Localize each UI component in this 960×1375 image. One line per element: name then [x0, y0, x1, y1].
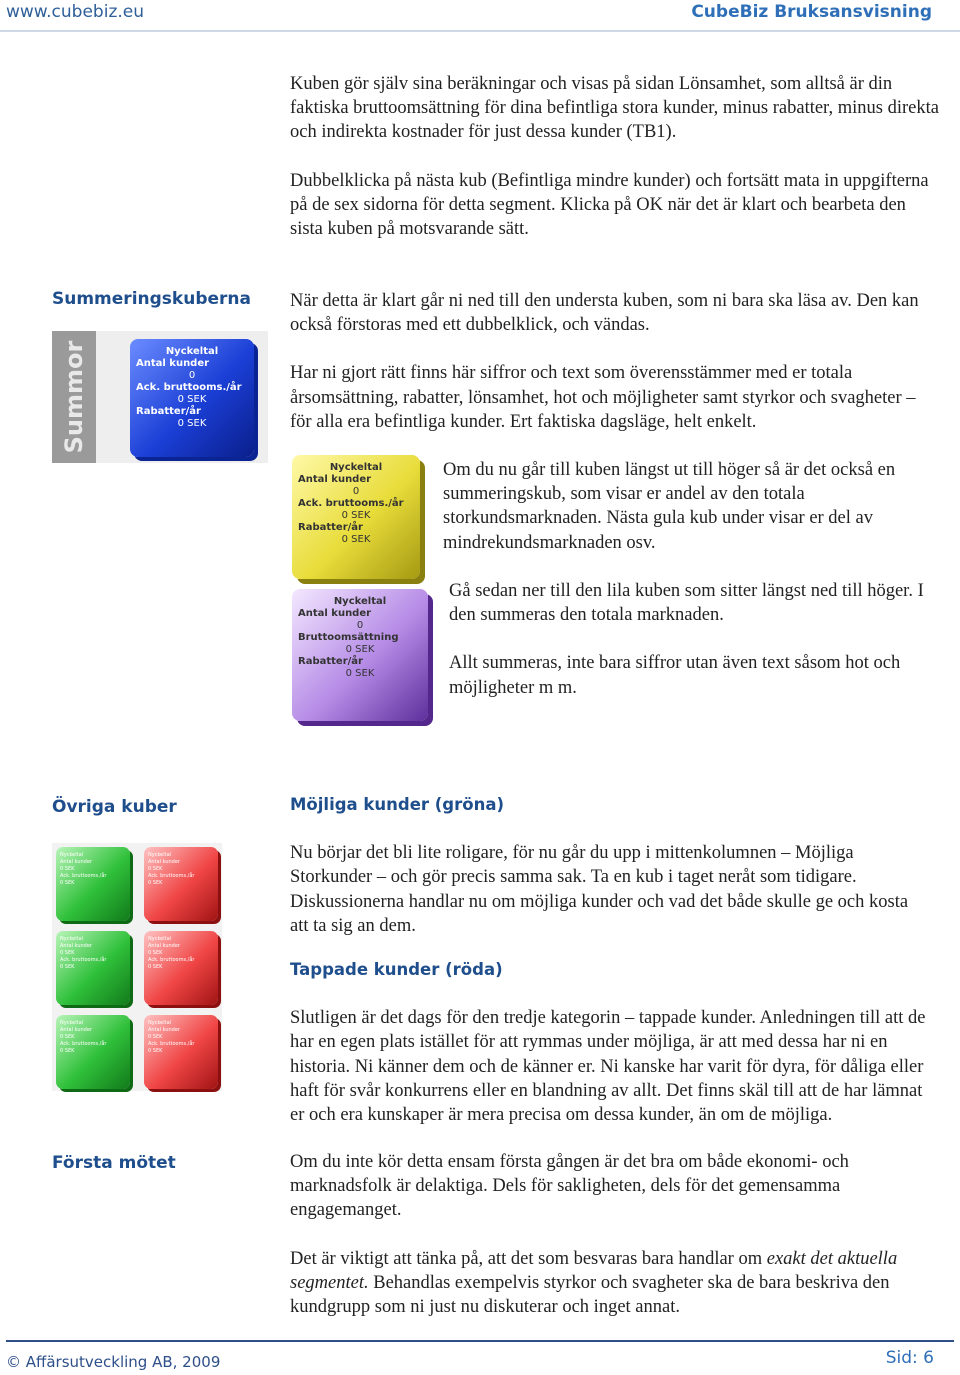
- green-cube: [56, 931, 130, 1005]
- mini-cube-label: Antal kunder: [60, 1027, 92, 1033]
- summering-text: [290, 289, 930, 434]
- purple-summary-cube: [292, 589, 428, 721]
- summor-side-label: [52, 331, 96, 463]
- summor-cube-image: [52, 331, 268, 463]
- mini-cube-label: Antal kunder: [148, 859, 180, 865]
- document-title: CubeBiz Bruksansvisning: [691, 2, 932, 22]
- mini-cube-label: Ack. bruttooms./år: [148, 873, 195, 879]
- summering-paragraph-4: Gå sedan ner till den lila kuben som sitter längst ned till höger. I den summeras den totala marknaden.: [449, 581, 924, 626]
- mini-cube-value: 0 SEK: [148, 950, 163, 956]
- mini-cube-label: Antal kunder: [60, 859, 92, 865]
- cube-label-turnover: Ack. bruttooms./år: [136, 382, 242, 393]
- intro-text: [290, 72, 940, 241]
- forsta-p2-start: Det är viktigt att tänka på, att det som besvaras bara handlar om: [290, 1248, 767, 1269]
- cube-label-discounts: Rabatter/år: [136, 406, 201, 417]
- cube-value-turnover: 0 SEK: [341, 510, 371, 521]
- forsta-p2-end: Behandlas exempelvis styrkor och svagheter ska de bara beskriva den kundgrupp som ni just nu diskuterar och inget annat.: [290, 1272, 890, 1318]
- cube-value-discounts: 0 SEK: [177, 418, 207, 429]
- mini-cube-value: 0 SEK: [60, 950, 75, 956]
- mini-cube-label: Antal kunder: [148, 1027, 180, 1033]
- footer-copyright: © Affärsutveckling AB, 2009: [6, 1353, 221, 1371]
- mini-cube-value: 0 SEK: [60, 880, 75, 886]
- yellow-summary-cube: [292, 455, 420, 579]
- cube-value-discounts: 0 SEK: [341, 534, 371, 545]
- intro-paragraph-2: Dubbelklicka på nästa kub (Befintliga mindre kunder) och fortsätt mata in uppgifterna på de sex sidorna för detta segment. Klicka på OK när det är klart och bearbeta den sista kuben på motsvarande sätt.: [290, 170, 929, 240]
- mojliga-paragraph: Nu börjar det bli lite roligare, för nu går du upp i mittenkolumnen – Möjliga Storkunder – och gör precis samma sak. Ta en kub i taget neråt som tidigare. Diskussionerna handlar nu om möjliga kunder och vad det både skulle ge och kosta att ta sig an dem.: [290, 843, 909, 936]
- summering-text-right: [443, 458, 923, 555]
- cube-label-turnover: Bruttoomsättning: [298, 632, 399, 643]
- red-cube: [144, 847, 218, 921]
- ovriga-text: [290, 793, 930, 1127]
- mini-cube-title: Nyckeltal: [148, 936, 172, 942]
- mini-cube-value: 0 SEK: [148, 1048, 163, 1054]
- intro-paragraph-1: Kuben gör själv sina beräkningar och visas på sidan Lönsamhet, som alltså är din faktiska bruttoomsättning för dina befintliga stora kunder, minus rabatter, minus direkta och indirekta kostnader för just dessa kunder (TB1).: [290, 74, 939, 143]
- mini-cube-label: Ack. bruttooms./år: [148, 1041, 195, 1047]
- section-heading-forsta: Första mötet: [52, 1153, 176, 1173]
- cube-title: Nyckeltal: [329, 462, 383, 473]
- cube-value-discounts: 0 SEK: [345, 668, 375, 679]
- mini-cube-title: Nyckeltal: [60, 936, 84, 942]
- tappade-paragraph: Slutligen är det dags för den tredje kategorin – tappade kunder. Anledningen till att de har en egen plats istället för att rymmas under möjliga, är att med dessa har ni en historia. Ni känner dem och de känner er. Ni kanske har varit för dyra, för dåliga eller haft för svår konkurrens eller en blandning av allt. Det finns skäl till att de har lämnat er och era kunskaper är mera precisa om dessa kunder, än om de möjliga.: [290, 1008, 926, 1126]
- mini-cube-value: 0 SEK: [148, 866, 163, 872]
- mini-cube-title: Nyckeltal: [60, 852, 84, 858]
- cube-label-turnover: Ack. bruttooms./år: [298, 498, 404, 509]
- mini-cube-value: 0 SEK: [60, 1048, 75, 1054]
- mini-cube-label: Ack. bruttooms./år: [60, 1041, 107, 1047]
- mini-cube-title: Nyckeltal: [148, 852, 172, 858]
- summor-label-text: Summor: [60, 340, 88, 454]
- site-url[interactable]: www.cubebiz.eu: [6, 2, 145, 22]
- cube-value-customers: 0: [356, 620, 364, 631]
- mini-cube-value: 0 SEK: [148, 880, 163, 886]
- mini-cube-value: 0 SEK: [148, 1034, 163, 1040]
- forsta-paragraph-1: Om du inte kör detta ensam första gången är det bra om både ekonomi- och marknadsfolk är delaktiga. Dels för sakligheten, dels för det gemensamma engagemanget.: [290, 1152, 849, 1221]
- footer-divider: [6, 1340, 954, 1342]
- section-heading-summering: Summeringskuberna: [52, 289, 251, 309]
- cube-value-turnover: 0 SEK: [345, 644, 375, 655]
- cube-value-customers: 0: [352, 486, 360, 497]
- forsta-p2-emphasis: exakt det aktuella segmentet.: [290, 1248, 898, 1293]
- cube-value-customers: 0: [188, 370, 196, 381]
- mini-cube-value: 0 SEK: [60, 964, 75, 970]
- summering-paragraph-5: Allt summeras, inte bara siffror utan även text såsom hot och möjligheter m m.: [449, 653, 901, 698]
- cube-label-discounts: Rabatter/år: [298, 522, 363, 533]
- cube-label-customers: Antal kunder: [136, 358, 210, 369]
- other-cubes-image: [52, 843, 222, 1091]
- cube-label-discounts: Rabatter/år: [298, 656, 363, 667]
- header-divider: [0, 30, 960, 32]
- mini-cube-label: Ack. bruttooms./år: [60, 873, 107, 879]
- section-heading-ovriga: Övriga kuber: [52, 797, 177, 817]
- summering-paragraph-1: När detta är klart går ni ned till den understa kuben, som ni bara ska läsa av. Den kan också förstoras med ett dubbelklick, och vändas.: [290, 291, 919, 336]
- cube-value-turnover: 0 SEK: [177, 394, 207, 405]
- red-cube: [144, 931, 218, 1005]
- cube-title: Nyckeltal: [333, 596, 387, 607]
- forsta-paragraph-2: [290, 1247, 930, 1320]
- summering-paragraph-2: Har ni gjort rätt finns här siffror och text som överensstämmer med er totala årsomsättning, rabatter, lönsamhet, hot och möjligheter samt styrkor och svagheter – för alla era befintliga kunder. Ert faktiska dagsläge, helt enkelt.: [290, 363, 916, 432]
- page-number: Sid: 6: [885, 1348, 934, 1368]
- mojliga-subheading: Möjliga kunder (gröna): [290, 795, 505, 814]
- summering-paragraph-3: Om du nu går till kuben längst ut till höger så är det också en summeringskub, som visar er andel av den totala storkundsmarknaden. Nästa gula kub under visar er del av mindrekundsmarknaden osv.: [443, 460, 896, 553]
- tappade-subheading: Tappade kunder (röda): [290, 960, 503, 980]
- mini-cube-value: 0 SEK: [60, 866, 75, 872]
- mini-cube-label: Ack. bruttooms./år: [60, 957, 107, 963]
- mini-cube-label: Antal kunder: [60, 943, 92, 949]
- mini-cube-label: Antal kunder: [148, 943, 180, 949]
- cube-label-customers: Antal kunder: [298, 608, 372, 619]
- cube-label-customers: Antal kunder: [298, 474, 372, 485]
- green-cube: [56, 1015, 130, 1089]
- mini-cube-title: Nyckeltal: [148, 1020, 172, 1026]
- mini-cube-label: Ack. bruttooms./år: [148, 957, 195, 963]
- cube-title: Nyckeltal: [165, 346, 219, 357]
- mini-cube-title: Nyckeltal: [60, 1020, 84, 1026]
- mini-cube-value: 0 SEK: [148, 964, 163, 970]
- green-cube: [56, 847, 130, 921]
- summering-text-purple: [449, 579, 929, 700]
- red-cube: [144, 1015, 218, 1089]
- mini-cube-value: 0 SEK: [60, 1034, 75, 1040]
- blue-summary-cube: [130, 339, 254, 457]
- forsta-text: [290, 1150, 930, 1319]
